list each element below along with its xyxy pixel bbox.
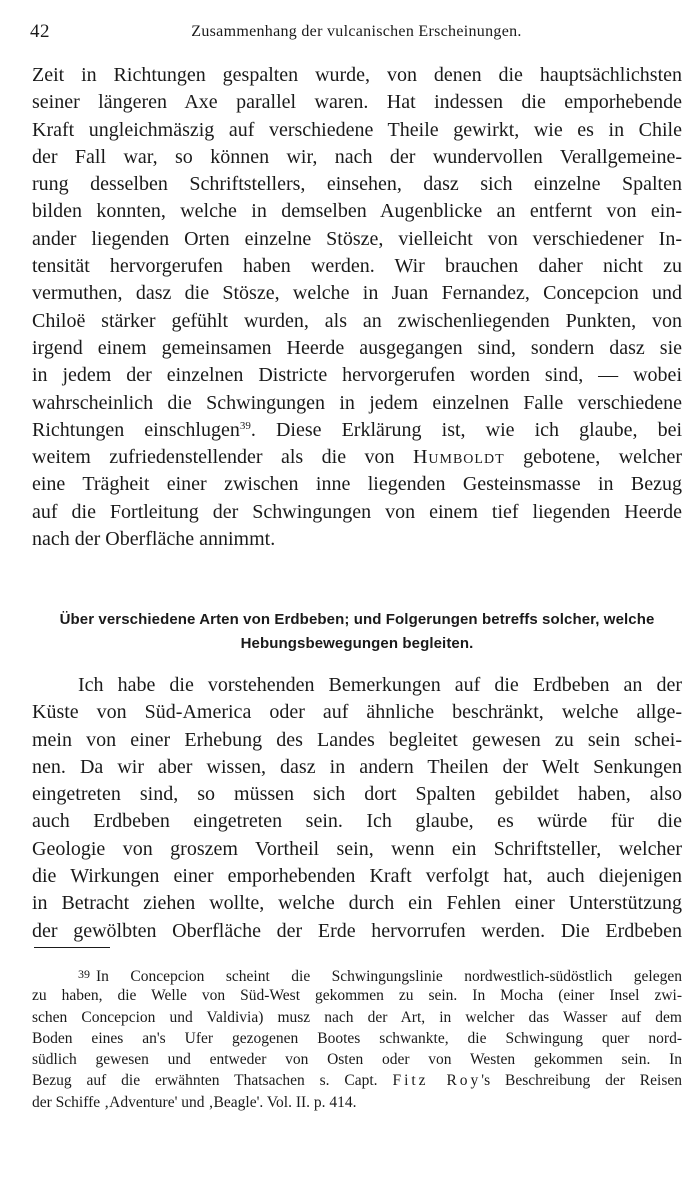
text-fragment: . Diese Erklärung ist, wie ich glaube, bei [250,418,682,441]
footnote-line: zu haben, die Welle von Süd-West gekommen zu sein. In Mocha (einer Insel zwi- [32,987,682,1005]
text-line: Ich habe die vorstehenden Bemerkungen auf die Erdbeben an der [78,674,682,696]
footnote [32,964,682,1113]
heading-line: Über verschiedene Arten von Erdbeben; und Folgerungen betreffs solcher, welche [59,611,655,628]
text-line: ander liegenden Orten einzelne Stösze, vielleicht von verschiedener In- [32,227,682,250]
footnote-divider [34,947,110,948]
text-line: nen. Da wir aber wissen, dasz in andern Theilen der Welt Senkungen [32,755,682,778]
text-line: der Fall war, so können wir, nach der wundervollen Verallgemeine- [32,145,682,168]
text-line: in jedem der einzelnen Districte hervorgerufen worden sind, — wobei [32,364,682,387]
text-line: in Betracht ziehen wollte, welche durch ein Fehlen einer Unterstützung [32,892,682,915]
paragraph-1 [32,62,682,553]
text-line: rung desselben Schriftstellers, einsehen, dasz sich einzelne Spalten [32,173,682,196]
text-fragment: gebotene, welcher [504,446,682,469]
section-heading [32,608,682,656]
heading-line: Hebungsbewegungen begleiten. [240,635,474,652]
text-line: Küste von Süd-America oder auf ähnliche beschränkt, welche allge- [32,701,682,724]
running-head [30,20,683,44]
footnote-line: südlich gewesen und entweder von Osten oder von Westen gekommen sein. In [32,1051,682,1069]
paragraph-2 [32,672,682,945]
text-fragment: 's Beschreibung der Reisen [481,1072,682,1090]
text-line: der gewölbten Oberfläche der Erde hervorrufen werden. Die Erdbeben [32,919,682,942]
text-line: vermuthen, dasz die Stösze, welche in Juan Fernandez, Concepcion und [32,282,682,305]
text-line: auch Erdbeben eingetreten sein. Ich glaube, es würde für die [32,810,682,833]
footnote-line [32,1070,682,1091]
text-fragment: weitem zufriedenstellender als die von [32,446,413,469]
text-line: irgend einem gemeinsamen Heerde ausgegangen sind, sondern dasz sie [32,336,682,359]
text-fragment: Richtungen einschlugen [32,418,240,441]
page-number: 42 [30,21,50,42]
text-line: eingetreten sind, so müssen sich dort Spalten gebildet haben, also [32,783,682,806]
text-line: bilden konnten, welche in demselben Augenblicke an entfernt von ein- [32,200,682,223]
author-name: Humboldt [412,446,505,469]
footnote-reference: 39 [239,419,251,432]
text-fragment: Bezug auf die erwähnten Thatsachen s. Capt. [32,1072,393,1090]
text-line: Kraft ungleichmäszig auf verschiedene Theile gewirkt, wie es in Chile [32,118,682,141]
footnote-marker: 39 [78,967,90,981]
text-line: nach der Oberfläche annimmt. [32,528,276,551]
text-line: seiner längeren Axe parallel waren. Hat indessen die emporhebende [32,91,682,114]
author-name: Fitz Roy [392,1072,482,1090]
text-line-with-footnote-ref [32,417,682,444]
text-line: Chiloë stärker gefühlt wurden, als an zwischenliegenden Punkten, von [32,309,682,332]
text-line: wahrscheinlich die Schwingungen in jedem einzelnen Falle verschiedene [32,391,682,414]
text-line: eine Trägheit einer zwischen inne liegenden Gesteinsmasse in Bezug [32,473,682,496]
text-line: Zeit in Richtungen gespalten wurde, von denen die hauptsächlichsten [32,64,682,86]
text-line: tensität hervorgerufen haben werden. Wir brauchen daher nicht zu [32,255,682,278]
running-title: Zusammenhang der vulcanischen Erscheinungen. [191,23,522,40]
text-line-with-name [32,444,682,471]
text-line: auf die Fortleitung der Schwingungen von einem tief liegenden Heerde [32,500,682,523]
footnote-line: Boden eines an's Ufer gezogenen Bootes schwankte, die Schwingung quer nord- [32,1029,682,1047]
footnote-line: schen Concepcion und Valdivia) musz nach der Art, in welcher das Wasser auf dem [32,1008,682,1026]
text-line: Geologie von groszem Vortheil sein, wenn ein Schriftsteller, welcher [32,837,682,860]
footnote-line [32,964,682,985]
text-line: die Wirkungen einer emporhebenden Kraft verfolgt hat, auch diejenigen [32,865,682,888]
text-fragment: In Concepcion scheint die Schwingungslinie nordwestlich-südöstlich gelegen [96,968,682,985]
text-line: mein von einer Erhebung des Landes begleitet gewesen zu sein schei- [32,728,682,751]
footnote-line: der Schiffe ‚Adventure' und ‚Beagle'. Vol. II. p. 414. [32,1093,357,1111]
